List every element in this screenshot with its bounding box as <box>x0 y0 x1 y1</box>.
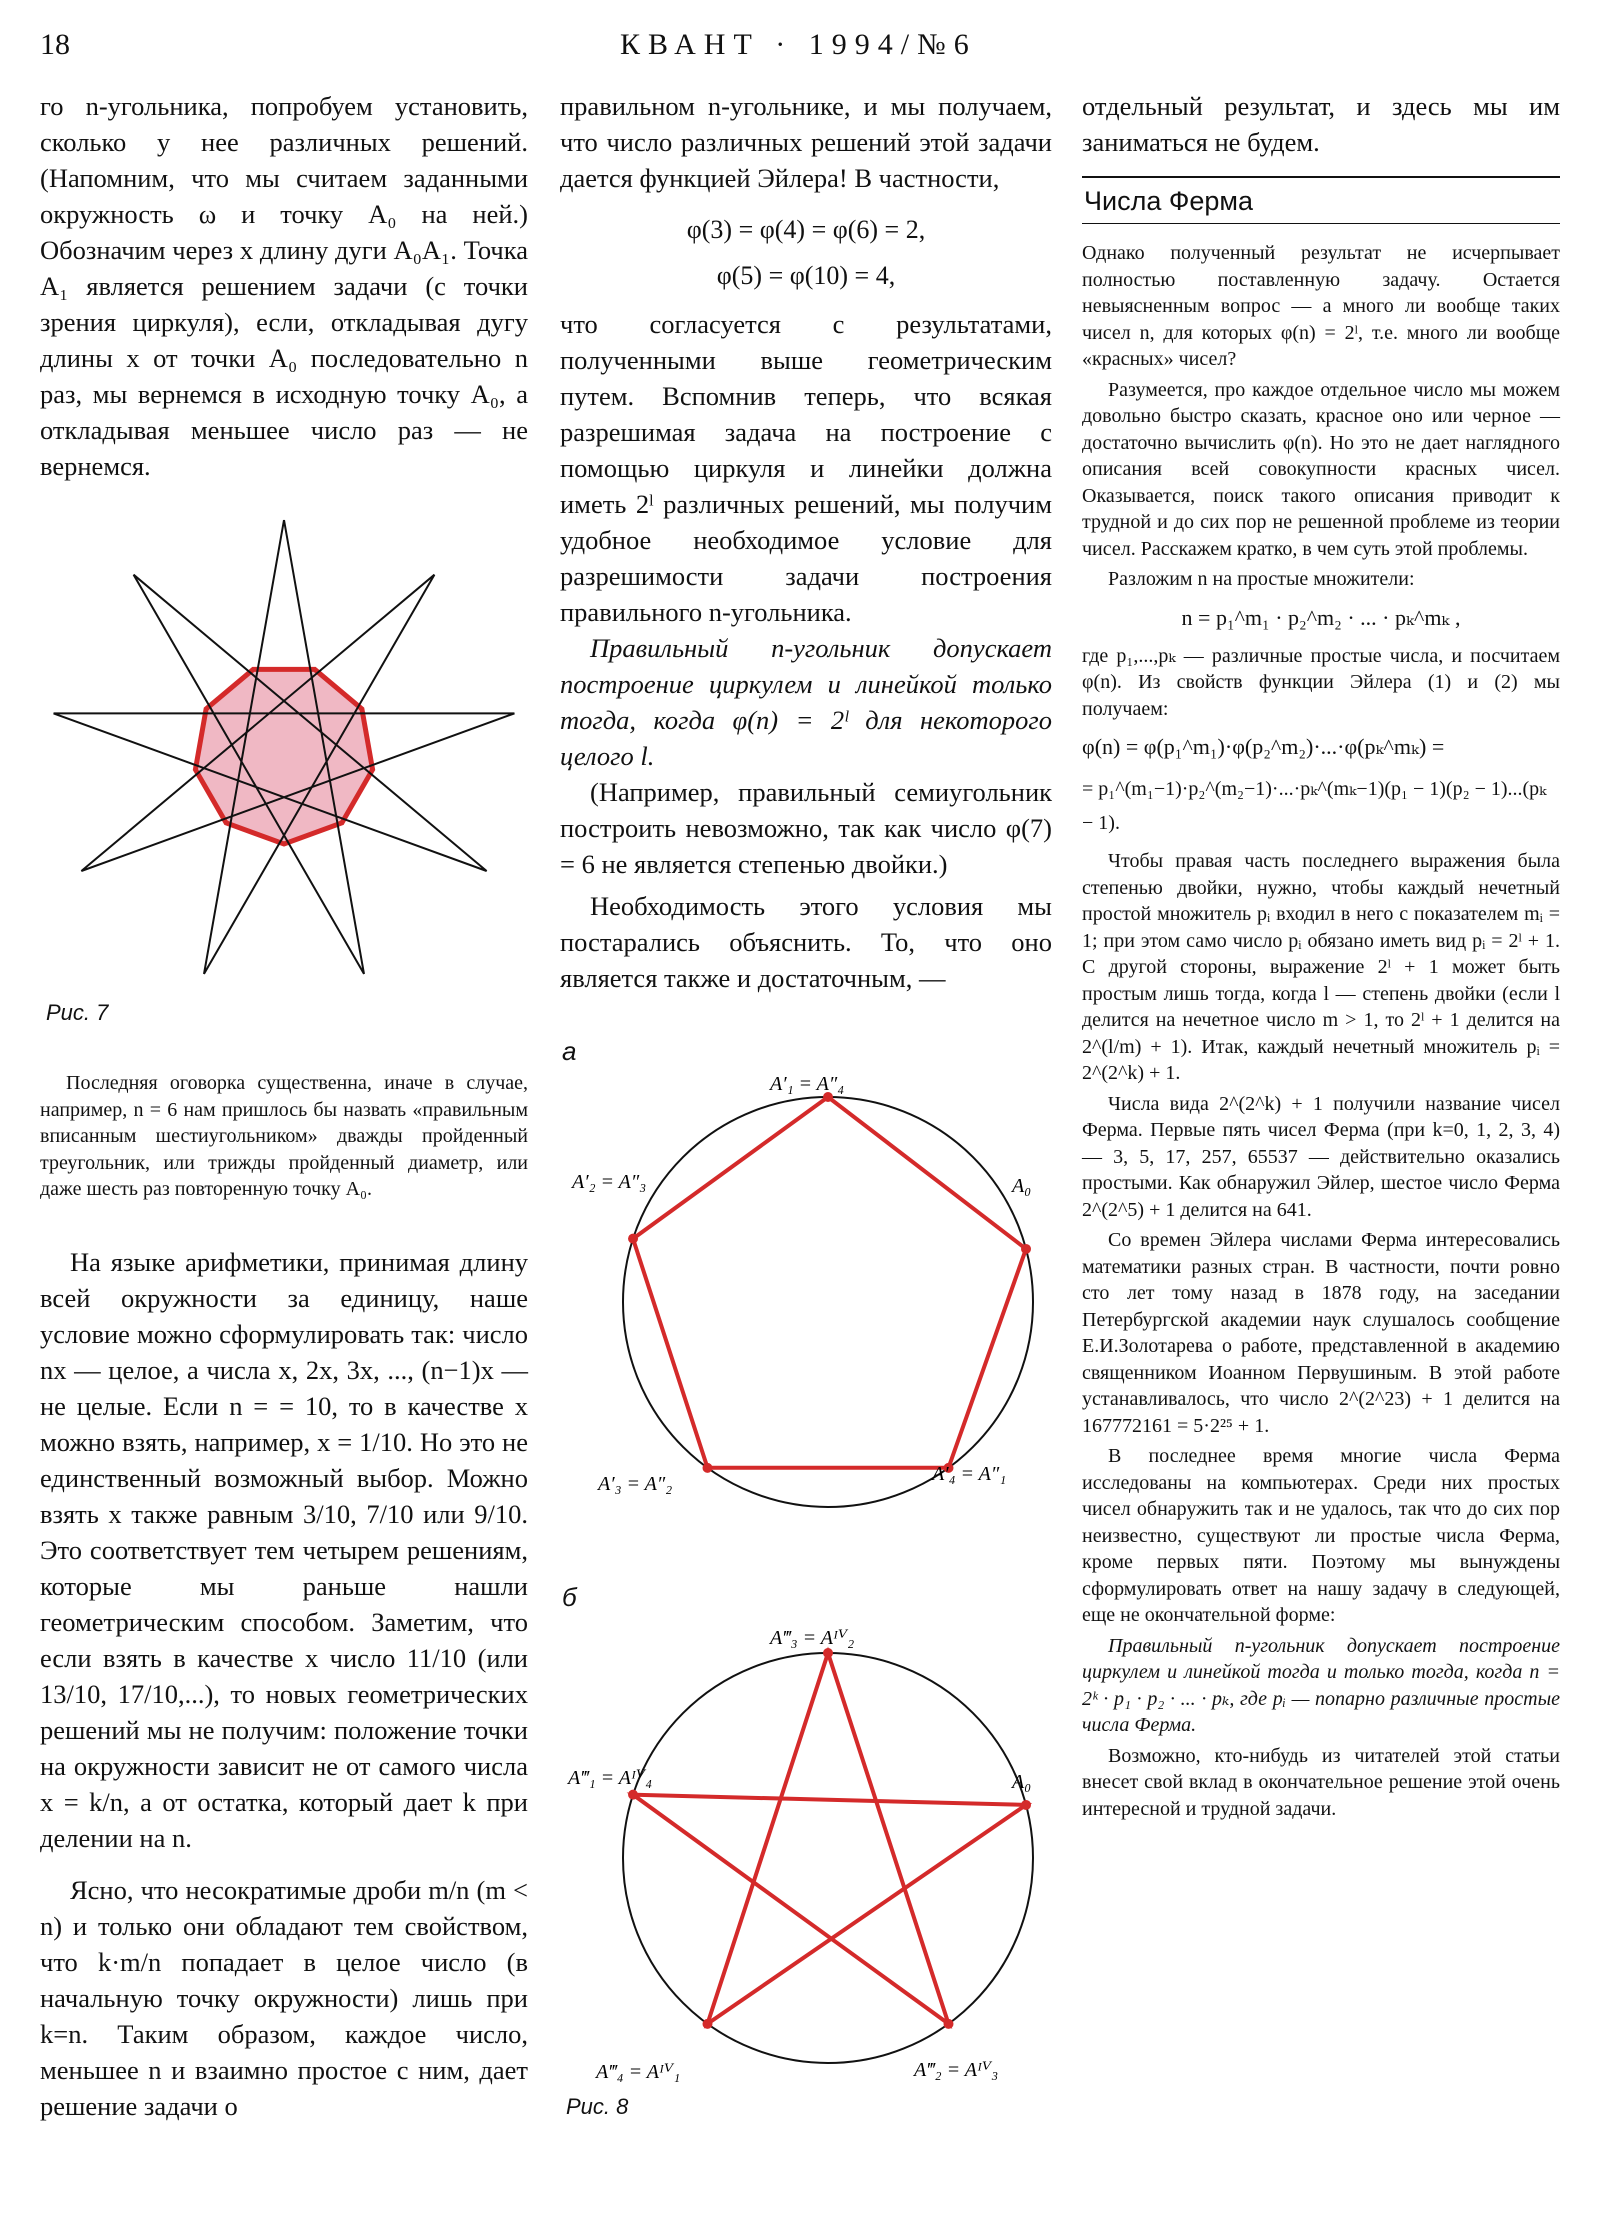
page-number: 18 <box>40 28 70 61</box>
col2-p2: что согласуется с результатами, полученными выше геометрическим путем. Вспомнив теперь, что всякая разрешимая задача на построение с помощью циркуля и линейки должна иметь 2ˡ различных решений, мы получим удобное необходимое условие для разрешимости задачи построения правильного n-угольника. <box>560 309 1052 627</box>
label-b-bottom-right: A‴₂ = Aᴵⱽ₃ <box>914 2059 999 2081</box>
col2-eq1: φ(3) = φ(4) = φ(6) = 2, <box>686 215 926 244</box>
running-title: КВАНТ · 1994/№6 <box>620 28 977 61</box>
col3-eq1: n = p₁^m₁ · p₂^m₂ · ... · pₖ^mₖ , <box>1181 604 1461 630</box>
col3-p8: В последнее время многие числа Ферма исследованы на компьютерах. Среди них простых чисел обнаружить так и не удалось, так что до сих пор неизвестно, существуют ли простые числа Ферма, кроме первых пяти. Поэтому мы вынуждены сформулировать ответ на нашу задачу в следующей, еще не окончательной форме: <box>1082 1445 1560 1626</box>
vertex-dot <box>943 2019 953 2029</box>
label-a-left: A′₂ = A″₃ <box>572 1171 647 1193</box>
vertex-dot <box>823 1648 833 1658</box>
col2-p1: правильном n-угольнике, и мы получаем, что число различных решений этой задачи дается функцией Эйлера! В частности, <box>560 91 1052 193</box>
vertex-dot <box>703 1463 713 1473</box>
figure-7-nonagram <box>40 518 528 998</box>
fig8-caption: Рис. 8 <box>566 2094 629 2119</box>
col3-p4: где p₁,...,pₖ — различные простые числа, и посчитаем φ(n). Из свойств функции Эйлера (1) и (2) мы получаем: <box>1082 644 1560 720</box>
figure-8b-pentagram <box>560 1606 1060 2086</box>
fig8a-label: а <box>562 1036 577 1066</box>
label-b-top: A‴₃ = Aᴵⱽ₂ <box>770 1627 855 1649</box>
col1-p3: Ясно, что несократимые дроби m/n (m < n) и только они обладают тем свойством, что k·m/n попадает в целое число (в начальную точку окружности) лишь при k=n. Таким образом, каждое число, меньшее n и взаимно простое с ним, дает решение задачи о <box>40 1875 528 2121</box>
col2-p5: Необходимость этого условия мы постарались объяснить. То, что оно является также и достаточным, — <box>560 891 1052 993</box>
label-a-bottom-left: A′₃ = A″₂ <box>598 1473 673 1495</box>
label-b-left: A‴₁ = Aᴵⱽ₄ <box>568 1767 653 1789</box>
vertex-dots-b <box>628 1648 1031 2029</box>
vertex-dot <box>1021 1244 1031 1254</box>
label-a-top: A′₁ = A″₄ <box>770 1073 845 1095</box>
fig7-caption: Рис. 7 <box>46 1000 109 1025</box>
col3-p1: Однако полученный результат не исчерпывает полностью поставленную задачу. Остается невыясненным вопрос — а много ли вообще таких чисел n, для которых φ(n) = 2ˡ, т.е. много ли вообще «красных» чисел? <box>1082 242 1560 370</box>
fig8b-label: б <box>562 1582 577 1612</box>
col2-eq2: φ(5) = φ(10) = 4, <box>716 261 896 290</box>
col3-p5: Чтобы правая часть последнего выражения была степенью двойки, нужно, чтобы каждый нечетный простой множитель pᵢ входил в него с показателем mᵢ = 1; при этом само число pᵢ обязано иметь вид pᵢ = 2ˡ + 1. С другой стороны, выражение 2ˡ + 1 может быть простым лишь тогда, когда l — степень двойки (если l делится на нечетное число m > 1, то 2ˡ + 1 делится на 2^(l/m) + 1). Итак, каждый нечетный множитель pᵢ = 2^(2^k) + 1. <box>1082 850 1560 1084</box>
vertex-dot <box>628 1790 638 1800</box>
col3-body <box>1082 240 1560 1826</box>
label-b-right: A₀ <box>1012 1771 1032 1793</box>
col2-p4: (Например, правильный семиугольник построить невозможно, так как число φ(7) = 6 не является степенью двойки.) <box>560 777 1052 879</box>
label-a-right: A₀ <box>1012 1175 1032 1197</box>
col3-p10: Возможно, кто-нибудь из читателей этой статьи внесет свой вклад в окончательное решение этой очень интересной и трудной задачи. <box>1082 1744 1560 1820</box>
col1-paragraph-1 <box>40 88 528 484</box>
col2-p3: Правильный n-угольник допускает построение циркулем и линейкой только тогда, когда φ(n) = 2ˡ для некоторого целого l. <box>560 633 1052 771</box>
col2-text <box>560 88 1052 996</box>
vertex-dot <box>703 2019 713 2029</box>
circle-a <box>623 1097 1033 1507</box>
col3-p7: Со времен Эйлера числами Ферма интересовались математики разных стран. В частности, почти ровно сто лет тому назад в 1878 году, на заседании Петербургской академии наук слушалось сообщение Е.И.Золотарева о работе, представленной в академию священником Иоанном Первушиным. В этой работе устанавливалось, что число 2^(2^23) + 1 делится на 167772161 = 5·2²⁵ + 1. <box>1082 1229 1560 1437</box>
col1-note-text: Последняя оговорка существенна, иначе в случае, например, n = 6 нам пришлось бы назвать «правильным вписанным шестиугольником» дважды пройденный треугольник, или трижды пройденный диаметр, или даже шесть раз повторенную точку A₀. <box>40 1072 528 1200</box>
col3-p6: Числа вида 2^(2^k) + 1 получили название чисел Ферма. Первые пять чисел Ферма (при k=0, 1, 2, 3, 4) — 3, 5, 17, 257, 65537 — действительно оказались простыми. Как обнаружил Эйлер, шестое число Ферма 2^(2^5) + 1 делится на 641. <box>1082 1092 1560 1221</box>
circle-b <box>623 1653 1033 2063</box>
col1-p2: На языке арифметики, принимая длину всей окружности за единицу, наше условие можно сформулировать так: число nx — целое, а числа x, 2x, 3x, ..., (n−1)x — не целые. Если n = = 10, то в качестве x можно взять, например, x = 1/10. Но это не единственный возможный выбор. Можно взять x также равным 3/10, 7/10 или 9/10. Это соответствует тем четырем решениям, которые мы раньше нашли геометрическим способом. Заметим, что если взять в качестве x число 11/10 (или 13/10, 17/10,...), то новых геометрических решений мы не получим: положение точки на окружности зависит не от самого числа x = k/n, а от остатка, который дает k при делении на n. <box>40 1247 528 1853</box>
figure-8a-pentagon <box>560 1050 1060 1520</box>
col1-paragraph-2 <box>40 1244 528 2124</box>
vertex-dot <box>1021 1800 1031 1810</box>
col1-note <box>40 1070 528 1207</box>
vertex-dot <box>628 1234 638 1244</box>
col3-p9: Правильный n-угольник допускает построение циркулем и линейкой тогда и только тогда, когда n = 2ᵏ · p₁ · p₂ · ... · pₖ, где pᵢ — попарно различные простые числа Ферма. <box>1082 1634 1560 1736</box>
col3-top <box>1082 88 1560 160</box>
nonagon-fill <box>195 669 372 844</box>
col3-eq2: φ(n) = φ(p₁^m₁)·φ(p₂^m₂)·...·φ(pₖ^mₖ) = <box>1082 734 1445 759</box>
col3-p2: Разумеется, про каждое отдельное число мы можем довольно быстро сказать, красное оно или черное — достаточно вычислить φ(n). Но это не дает наглядного описания всей совокупности красных чисел. Оказывается, поиск такого описания приводит к трудной и до сих пор не решенной проблеме из теории чисел. Расскажем кратко, в чем суть этой проблемы. <box>1082 378 1560 560</box>
col1-p1: го n-угольника, попробуем установить, сколько у нее различных решений. (Напомним, что мы считаем заданными окружность ω и точку A₀ на ней.) Обозначим через x длину дуги A₀A₁. Точка A₁ является решением задачи (с точки зрения циркуля), если, откладывая дугу длины x от точки A₀ последовательно n раз, мы вернемся в исходную точку A₀, а откладывая меньшее число раз — не вернемся. <box>40 91 528 481</box>
label-a-bottom-right: A′₄ = A″₁ <box>932 1463 1007 1485</box>
section-title: Числа Ферма <box>1082 176 1560 224</box>
label-b-bottom-left: A‴₄ = Aᴵⱽ₁ <box>596 2061 681 2083</box>
col3-eq3: = p₁^(m₁−1)·p₂^(m₂−1)·...·pₖ^(mₖ−1)(p₁ − 1)(p₂ − 1)...(pₖ − 1). <box>1082 778 1547 834</box>
col3-p0: отдельный результат, и здесь мы им заниматься не будем. <box>1082 91 1560 157</box>
col3-p3: Разложим n на простые множители: <box>1108 568 1415 590</box>
